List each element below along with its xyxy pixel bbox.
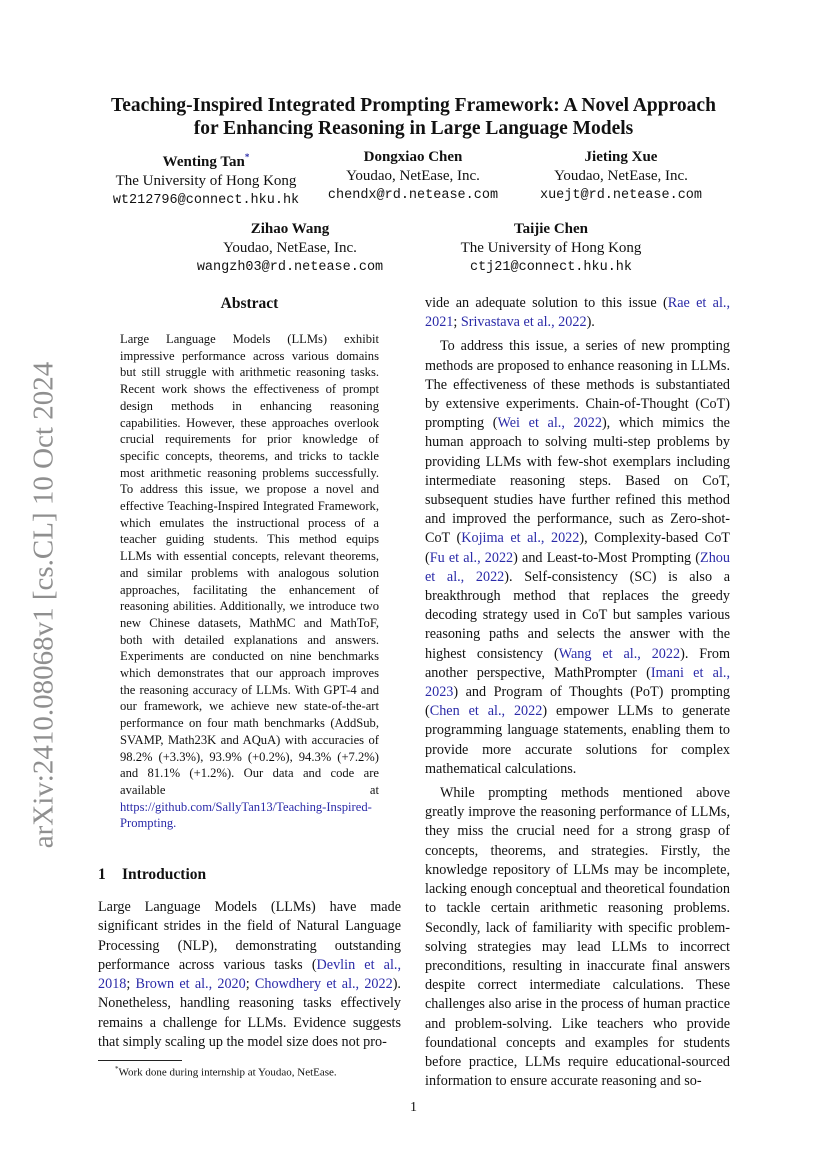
paper-title — [60, 94, 767, 140]
author-affiliation: The University of Hong Kong — [460, 240, 642, 256]
citation-link[interactable]: Rae et al., 2021 — [425, 295, 730, 331]
citation-link[interactable]: Fu et al., 2022 — [429, 549, 514, 566]
intro-right-column — [425, 294, 730, 1096]
author-affiliation: Youdao, NetEase, Inc. — [554, 168, 688, 184]
author-block-1 — [86, 148, 326, 210]
abstract-text: Large Language Models (LLMs) exhibit impressive performance across various domains but still struggle with arithmetic reasoning tasks. Recent work shows the effectiveness of prompt design methods in enhancing reasoning capabilities. However, these approaches overlook crucial requirements for prior knowledge of specific concepts, theorems, and tricks to tackle most arithmetic reasoning problems successfully. To address this issue, we propose a novel and effective Teaching-Inspired Integrated Framework, which emulates the instructional process of a teacher guiding students. This method equips LLMs with essential concepts, relevant theorems, and similar problems with analogous solution approaches, facilitating the enhancement of reasoning abilities. Additionally, we introduce two new Chinese datasets, MathMC and MathToF, both with detailed explanations and answers. Experiments are conducted on nine benchmarks which demonstrates that our approach improves the reasoning accuracy of LLMs. With GPT-4 and our framework, we achieve new state-of-the-art performance on four math benchmarks (AddSub, SVAMP, Math23K and AQuA) with accuracies of 98.2% (+3.3%), 93.9% (+0.2%), 94.3% (+7.2%) and 81.1% (+1.2%). Our data and code are available at — [120, 332, 379, 797]
intro-text: ). From another perspective, MathPrompter ( — [425, 645, 731, 681]
author-block-2 — [293, 148, 533, 205]
citation-link[interactable]: Zhou et al., 2022 — [425, 549, 730, 585]
intro-text: Large Language Models (LLMs) have made significant strides in the field of Natural Language Processing (NLP), demonstrating outstanding performance across various tasks ( — [98, 899, 401, 973]
paper-title-line-2: for Enhancing Reasoning in Large Language Models — [193, 118, 634, 139]
author-affiliation: Youdao, NetEase, Inc. — [223, 240, 357, 256]
author-block-4 — [170, 220, 410, 277]
intro-text: ) and Least-to-Most Prompting ( — [513, 549, 701, 566]
intro-text: ) and Program of Thoughts (PoT) prompting ( — [425, 684, 730, 720]
intro-text: ; — [126, 976, 136, 993]
footnote-text: Work done during internship at Youdao, NetEase. — [118, 1066, 337, 1079]
section-number: 1 — [98, 866, 106, 883]
intro-text: vide an adequate solution to this issue ( — [425, 295, 668, 311]
section-heading — [98, 866, 206, 884]
intro-text: ). — [586, 314, 595, 331]
paper-title-line-1: Teaching-Inspired Integrated Prompting Framework: A Novel Approach — [111, 95, 716, 116]
intro-text: ). Self-consistency (SC) is also a breakthrough method that replaces the greedy decoding strategy used in CoT but samples various reasoning paths and selects the answer with the highest consistency ( — [425, 568, 730, 662]
author-email: ctj21@connect.hku.hk — [469, 260, 633, 275]
code-link[interactable]: https://github.com/SallyTan13/Teaching-Inspired-Prompting. — [120, 799, 372, 831]
intro-left-column — [98, 898, 401, 1052]
intro-text: ) empower LLMs to generate programming language statements, enabling them to provide more accurate solutions for complex mathematical calculations. — [425, 703, 730, 777]
citation-link[interactable]: Devlin et al., 2018 — [98, 956, 402, 993]
intro-text: To address this issue, a series of new prompting methods are proposed to enhance reasoning in LLMs. The effectiveness of these methods is substantiated by extensive experiments. Chain-of-Thought (CoT) prompting ( — [425, 338, 730, 432]
intro-text: ), which mimics the human approach to solving multi-step problems by providing LLMs with few-shot exemplars including intermediate reasoning steps. Based on CoT, subsequent studies have further refined this method and improved the performance, such as Zero-shot-CoT ( — [425, 415, 730, 547]
footnote-rule — [98, 1060, 182, 1061]
citation-link[interactable]: Chen et al., 2022 — [429, 703, 543, 720]
intro-text: ), Complexity-based CoT ( — [425, 530, 730, 566]
intro-text: ; — [453, 314, 461, 331]
author-name: Taijie Chen — [513, 221, 589, 237]
citation-link[interactable]: Wei et al., 2022 — [497, 415, 602, 432]
author-email: wt212796@connect.hku.hk — [112, 193, 300, 208]
footnote-mark: * — [115, 1065, 119, 1073]
page-number: 1 — [410, 1100, 417, 1115]
abstract-heading: Abstract — [220, 295, 279, 312]
intro-text: ; — [245, 976, 255, 993]
citation-link[interactable]: Imani et al., 2023 — [425, 664, 730, 701]
citation-link[interactable]: Wang et al., 2022 — [558, 645, 681, 662]
paragraph — [425, 337, 730, 779]
citation-link[interactable]: Brown et al., 2020 — [135, 976, 246, 993]
citation-link[interactable]: Chowdhery et al., 2022 — [254, 976, 393, 993]
author-name: Dongxiao Chen — [363, 149, 463, 165]
abstract-body — [120, 331, 379, 832]
author-name: Zihao Wang — [250, 221, 330, 237]
author-affiliation: Youdao, NetEase, Inc. — [346, 168, 480, 184]
author-email: chendx@rd.netease.com — [327, 188, 499, 203]
author-block-3 — [501, 148, 741, 205]
arxiv-stamp-text: arXiv:2410.08068v1 [cs.CL] 10 Oct 2024 — [27, 361, 60, 849]
paragraph: While prompting methods mentioned above greatly improve the reasoning performance of LLMs, they miss the crucial need for a strong grasp of concepts, theorems, and strategies. Firstly, the knowledge repository of LLMs may be incomplete, lacking enough conceptual and theoretical foundation to tackle certain arithmetic reasoning problems. Secondly, lack of familiarity with specific problem-solving strategies may lead LLMs to incorrect preconditions, resulting in inaccurate final answers despite correct intermediate calculations. These challenges also arise in the process of human practice and problem-solving. Like teachers who provide foundational concepts and examples for students before practice, LLMs require educational-sourced information to ensure accurate reasoning and so- — [425, 785, 730, 1090]
intro-text: ). Nonetheless, handling reasoning tasks effectively remains a challenge for LLMs. Evidence suggests that simply scaling up the model size does not pro- — [98, 976, 401, 1051]
footnote — [115, 1062, 337, 1080]
author-email: xuejt@rd.netease.com — [539, 188, 703, 203]
section-title: Introduction — [122, 866, 207, 883]
citation-link[interactable]: Srivastava et al., 2022 — [460, 314, 587, 331]
citation-link[interactable]: Kojima et al., 2022 — [461, 530, 580, 547]
arxiv-stamp — [24, 361, 64, 849]
author-affiliation: The University of Hong Kong — [115, 173, 297, 189]
author-name: Jieting Xue — [584, 149, 658, 165]
author-name: Wenting Tan* — [162, 152, 250, 170]
author-block-5 — [431, 220, 671, 277]
author-footnote-mark[interactable]: * — [244, 152, 250, 162]
paragraph — [425, 294, 730, 332]
author-email: wangzh03@rd.netease.com — [196, 260, 384, 275]
